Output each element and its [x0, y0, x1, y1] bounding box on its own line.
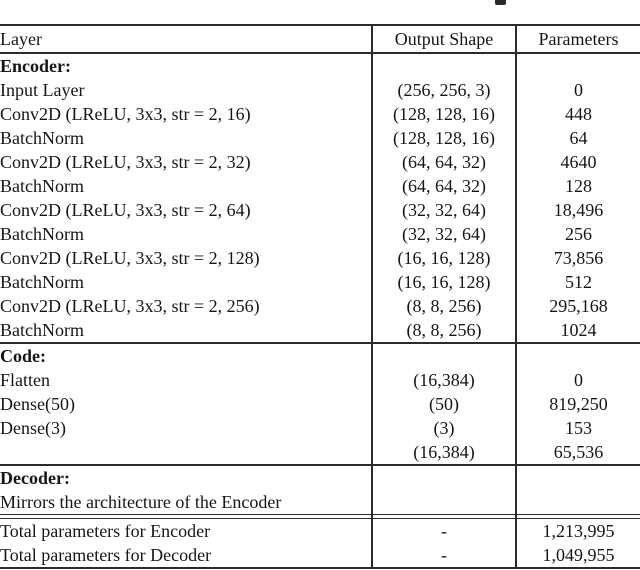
output-shape-cell: (16, 16, 128): [372, 270, 516, 294]
parameters-cell: 295,168: [549, 296, 608, 316]
table-row-batchnorm-64: [0, 222, 640, 246]
table-row-code-expand: [0, 440, 640, 465]
output-shape-cell: (3): [372, 416, 516, 440]
output-shape-cell: (8, 8, 256): [372, 294, 516, 318]
layer-cell: BatchNorm: [0, 272, 84, 292]
output-shape-cell: (32, 32, 64): [372, 222, 516, 246]
section-header-row-decoder: [0, 465, 640, 490]
parameters-cell: 128: [565, 176, 592, 196]
parameters-cell: 153: [565, 418, 592, 438]
layer-cell: Total parameters for Encoder: [0, 521, 211, 541]
section-title: Encoder:: [0, 56, 71, 76]
output-shape-cell: (256, 256, 3): [372, 78, 516, 102]
layer-cell: BatchNorm: [0, 320, 84, 340]
table-row-conv2d-32: [0, 150, 640, 174]
table-row-input-layer: [0, 78, 640, 102]
table-row-conv2d-256: [0, 294, 640, 318]
parameters-cell: 73,856: [553, 248, 604, 268]
column-header-parameters: Parameters: [516, 25, 640, 53]
layer-cell: BatchNorm: [0, 128, 84, 148]
output-shape-cell: (32, 32, 64): [372, 198, 516, 222]
parameters-cell: 65,536: [553, 442, 604, 462]
output-shape-cell: [372, 53, 516, 78]
parameters-cell: [516, 343, 640, 368]
table-row-conv2d-16: [0, 102, 640, 126]
parameters-cell: [516, 53, 640, 78]
layer-cell: Dense(50): [0, 394, 75, 414]
table-row-dense-3: [0, 416, 640, 440]
layer-cell: Mirrors the architecture of the Encoder: [0, 492, 282, 512]
parameters-cell: 64: [569, 128, 588, 148]
output-shape-cell: (16, 16, 128): [372, 246, 516, 270]
table-row-batchnorm-16: [0, 126, 640, 150]
parameters-cell: 18,496: [553, 200, 604, 220]
parameters-cell: 1024: [560, 320, 597, 340]
table-row-batchnorm-128: [0, 270, 640, 294]
parameters-cell: 448: [565, 104, 592, 124]
parameters-cell: [516, 465, 640, 490]
output-shape-cell: (64, 64, 32): [372, 174, 516, 198]
table-row-flatten: [0, 368, 640, 392]
output-shape-cell: (16,384): [372, 440, 516, 465]
column-header-layer: Layer: [0, 25, 372, 53]
output-shape-cell: [372, 465, 516, 490]
table-row-conv2d-64: [0, 198, 640, 222]
parameters-cell: 819,250: [549, 394, 608, 414]
parameters-cell: 4640: [560, 152, 597, 172]
output-shape-cell: (50): [372, 392, 516, 416]
caption-text-fragment: [495, 0, 506, 5]
parameters-cell: 1,049,955: [516, 543, 640, 568]
parameters-cell: 256: [565, 224, 592, 244]
output-shape-cell: -: [372, 543, 516, 568]
section-header-row-code: [0, 343, 640, 368]
table-row-conv2d-128: [0, 246, 640, 270]
table-row-total-decoder: [0, 543, 640, 568]
table-row-dense-50: [0, 392, 640, 416]
layer-cell: Total parameters for Decoder: [0, 543, 372, 568]
layer-cell: Flatten: [0, 370, 50, 390]
parameters-cell: [516, 490, 640, 515]
layer-cell: BatchNorm: [0, 224, 84, 244]
layer-cell: Conv2D (LReLU, 3x3, str = 2, 128): [0, 248, 260, 268]
column-header-output-shape: Output Shape: [372, 25, 516, 53]
output-shape-cell: [372, 490, 516, 515]
table-row-total-encoder: [0, 519, 640, 544]
table-row-decoder-mirrors: [0, 490, 640, 515]
parameters-cell: 1,213,995: [542, 521, 615, 541]
architecture-table: [0, 24, 640, 569]
layer-cell: Conv2D (LReLU, 3x3, str = 2, 32): [0, 152, 251, 172]
section-title: Decoder:: [0, 465, 372, 490]
section-header-row-encoder: [0, 53, 640, 78]
parameters-cell: 0: [574, 370, 583, 390]
layer-cell: Dense(3): [0, 418, 66, 438]
layer-cell: Input Layer: [0, 80, 85, 100]
output-shape-cell: (16,384): [372, 368, 516, 392]
table-row-batchnorm-256: [0, 318, 640, 343]
table-header-row: [0, 25, 640, 53]
output-shape-cell: (128, 128, 16): [372, 102, 516, 126]
section-title: Code:: [0, 343, 372, 368]
layer-cell: [0, 440, 372, 465]
output-shape-cell: [372, 343, 516, 368]
table-row-batchnorm-32: [0, 174, 640, 198]
layer-cell: Conv2D (LReLU, 3x3, str = 2, 16): [0, 104, 251, 124]
layer-cell: Conv2D (LReLU, 3x3, str = 2, 64): [0, 200, 251, 220]
output-shape-cell: -: [372, 519, 516, 544]
output-shape-cell: (8, 8, 256): [372, 318, 516, 343]
parameters-cell: 0: [574, 80, 583, 100]
parameters-cell: 512: [565, 272, 592, 292]
layer-cell: Conv2D (LReLU, 3x3, str = 2, 256): [0, 296, 260, 316]
output-shape-cell: (64, 64, 32): [372, 150, 516, 174]
output-shape-cell: (128, 128, 16): [372, 126, 516, 150]
layer-cell: BatchNorm: [0, 176, 84, 196]
